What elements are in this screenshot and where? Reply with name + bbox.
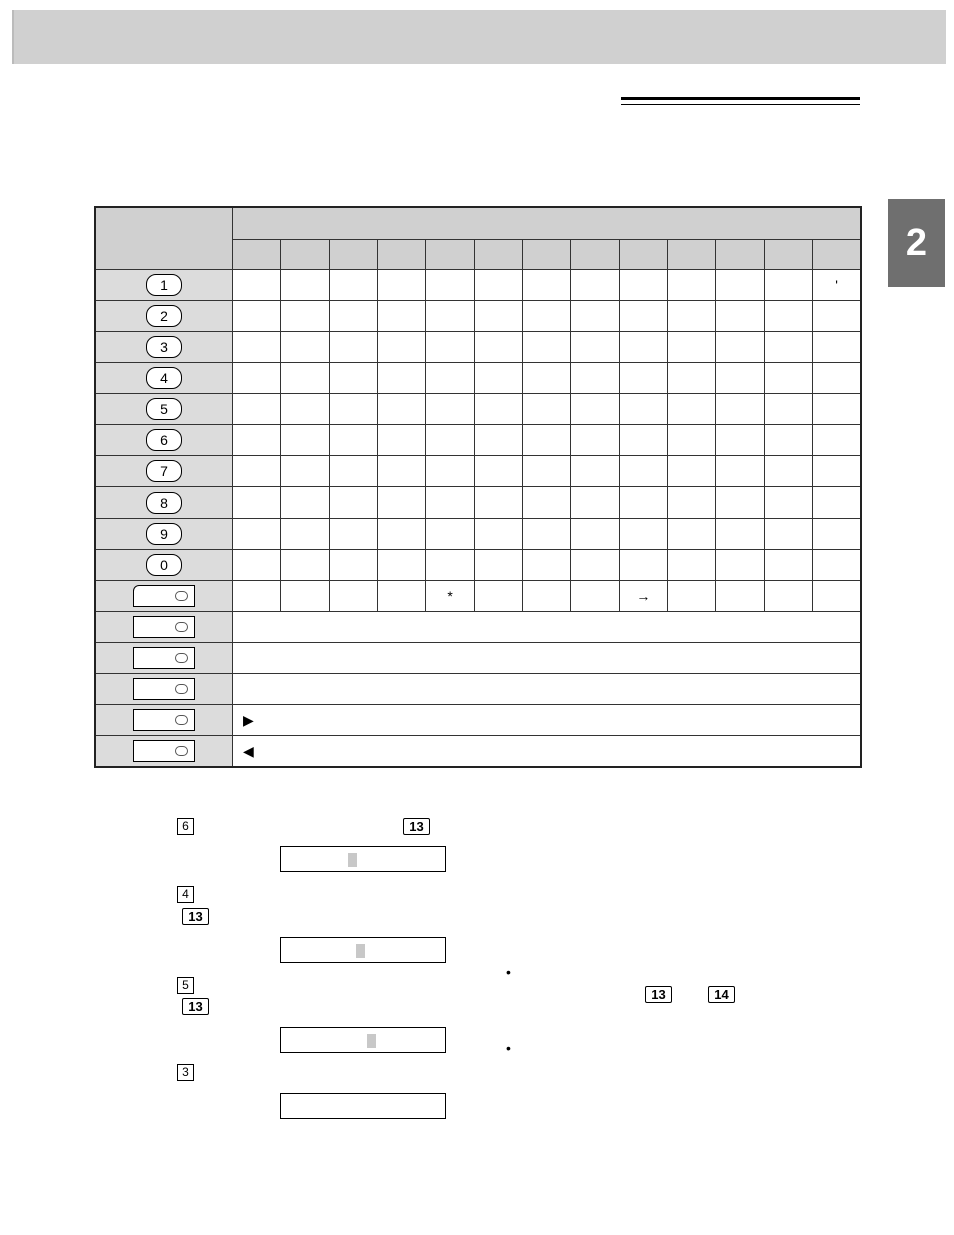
key-2-button[interactable]: 2 xyxy=(146,305,182,327)
note-bullet: • xyxy=(506,1040,511,1056)
lcd-display xyxy=(280,1027,446,1053)
table-row xyxy=(95,580,861,611)
table-row xyxy=(95,674,861,705)
step-key-13: 13 xyxy=(182,998,209,1015)
step-key-3: 3 xyxy=(177,1064,194,1081)
characters-header xyxy=(233,207,862,239)
key-9-button[interactable]: 9 xyxy=(146,523,182,545)
lcd-cursor xyxy=(348,853,357,867)
key-8-button[interactable]: 8 xyxy=(146,492,182,514)
key-7-button[interactable]: 7 xyxy=(146,460,182,482)
table-row xyxy=(95,518,861,549)
step-key-5: 5 xyxy=(177,977,194,994)
lcd-display xyxy=(280,937,446,963)
key-header xyxy=(95,207,233,269)
table-row xyxy=(95,363,861,394)
note-bullet: • xyxy=(506,964,511,980)
key-4-button[interactable]: 4 xyxy=(146,367,182,389)
table-row xyxy=(95,736,861,767)
character-table xyxy=(94,206,862,768)
key-6-button[interactable]: 6 xyxy=(146,429,182,451)
step-key-4: 4 xyxy=(177,886,194,903)
function-key-button[interactable] xyxy=(133,616,195,638)
lcd-display xyxy=(280,846,446,872)
step-key-13: 13 xyxy=(403,818,430,835)
chapter-number: 2 xyxy=(905,221,928,264)
key-3-button[interactable]: 3 xyxy=(146,336,182,358)
asterisk-cell: * xyxy=(426,580,474,611)
table-row xyxy=(95,456,861,487)
table-row xyxy=(95,425,861,456)
table-row xyxy=(95,269,861,300)
header-bar xyxy=(12,10,946,64)
table-row xyxy=(95,331,861,362)
table-row xyxy=(95,611,861,642)
lcd-cursor xyxy=(367,1034,376,1048)
table-row xyxy=(95,487,861,518)
key-0-button[interactable]: 0 xyxy=(146,554,182,576)
left-arrow-icon: ◀ xyxy=(243,742,254,759)
step-key-6: 6 xyxy=(177,818,194,835)
arrow-cell: → xyxy=(619,580,667,611)
symbol-key-button[interactable] xyxy=(133,585,195,607)
table-row xyxy=(95,394,861,425)
function-key-button[interactable] xyxy=(133,678,195,700)
key-1-button[interactable]: 1 xyxy=(146,274,182,296)
chapter-tab xyxy=(888,199,945,287)
apostrophe-cell: ' xyxy=(813,269,861,300)
lcd-display xyxy=(280,1093,446,1119)
table-row xyxy=(95,705,861,736)
table-row xyxy=(95,300,861,331)
lcd-cursor xyxy=(356,944,365,958)
key-5-button[interactable]: 5 xyxy=(146,398,182,420)
note-key-14: 14 xyxy=(708,986,735,1003)
step-key-13: 13 xyxy=(182,908,209,925)
table-row xyxy=(95,643,861,674)
cursor-left-key-button[interactable] xyxy=(133,740,195,762)
function-key-button[interactable] xyxy=(133,647,195,669)
cursor-right-key-button[interactable] xyxy=(133,709,195,731)
right-arrow-icon: ▶ xyxy=(243,711,254,728)
section-rule xyxy=(621,97,860,105)
table-row xyxy=(95,549,861,580)
note-key-13: 13 xyxy=(645,986,672,1003)
